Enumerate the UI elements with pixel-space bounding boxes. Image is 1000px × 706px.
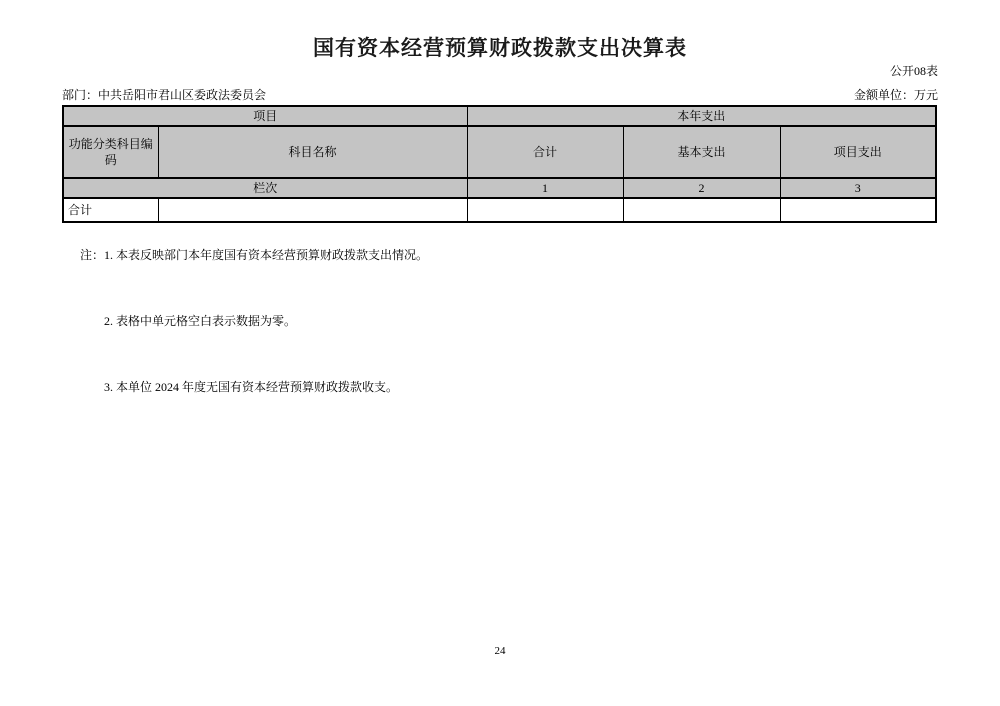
column-index-label: 栏次 — [63, 178, 467, 198]
group-header-item: 项目 — [63, 106, 467, 126]
form-code-label: 公开08表 — [889, 64, 938, 78]
total-row-subject-cell — [158, 198, 467, 222]
expense-report-table — [62, 105, 937, 223]
table-row-column-index — [63, 178, 936, 198]
department-label: 部门：中共岳阳市君山区委政法委员会 — [62, 88, 267, 102]
note-prefix: 注： — [80, 248, 105, 262]
table-row-total — [63, 198, 936, 222]
note-line-2 — [62, 288, 428, 354]
total-row-total-cell — [467, 198, 623, 222]
page-number: 24 — [494, 645, 506, 657]
column-header-total: 合计 — [467, 126, 623, 178]
column-header-subject-name: 科目名称 — [158, 126, 467, 178]
note-2-text: 2. 表格中单元格空白表示数据为零。 — [104, 314, 297, 328]
meta-row — [62, 86, 938, 103]
table-row-column-headers — [63, 126, 936, 178]
note-line-1 — [62, 222, 428, 288]
group-header-current-year-expense: 本年支出 — [467, 106, 936, 126]
page-title: 国有资本经营预算财政拨款支出决算表 — [313, 36, 687, 60]
table-row-group-headers — [63, 106, 936, 126]
column-header-project-expense: 项目支出 — [780, 126, 936, 178]
note-1-text: 1. 本表反映部门本年度国有资本经营预算财政拨款支出情况。 — [104, 248, 429, 262]
column-header-function-code: 功能分类科目编码 — [63, 126, 158, 178]
amount-unit-label: 金额单位：万元 — [853, 88, 938, 102]
column-header-basic-expense: 基本支出 — [623, 126, 780, 178]
note-line-3 — [62, 354, 428, 420]
total-row-basic-cell — [623, 198, 780, 222]
total-row-label-cell: 合计 — [63, 198, 158, 222]
note-3-text: 3. 本单位 2024 年度无国有资本经营预算财政拨款收支。 — [104, 380, 399, 394]
column-index-2: 2 — [623, 178, 780, 198]
column-index-1: 1 — [467, 178, 623, 198]
notes-block — [62, 222, 428, 420]
column-index-3: 3 — [780, 178, 936, 198]
total-row-project-cell — [780, 198, 936, 222]
